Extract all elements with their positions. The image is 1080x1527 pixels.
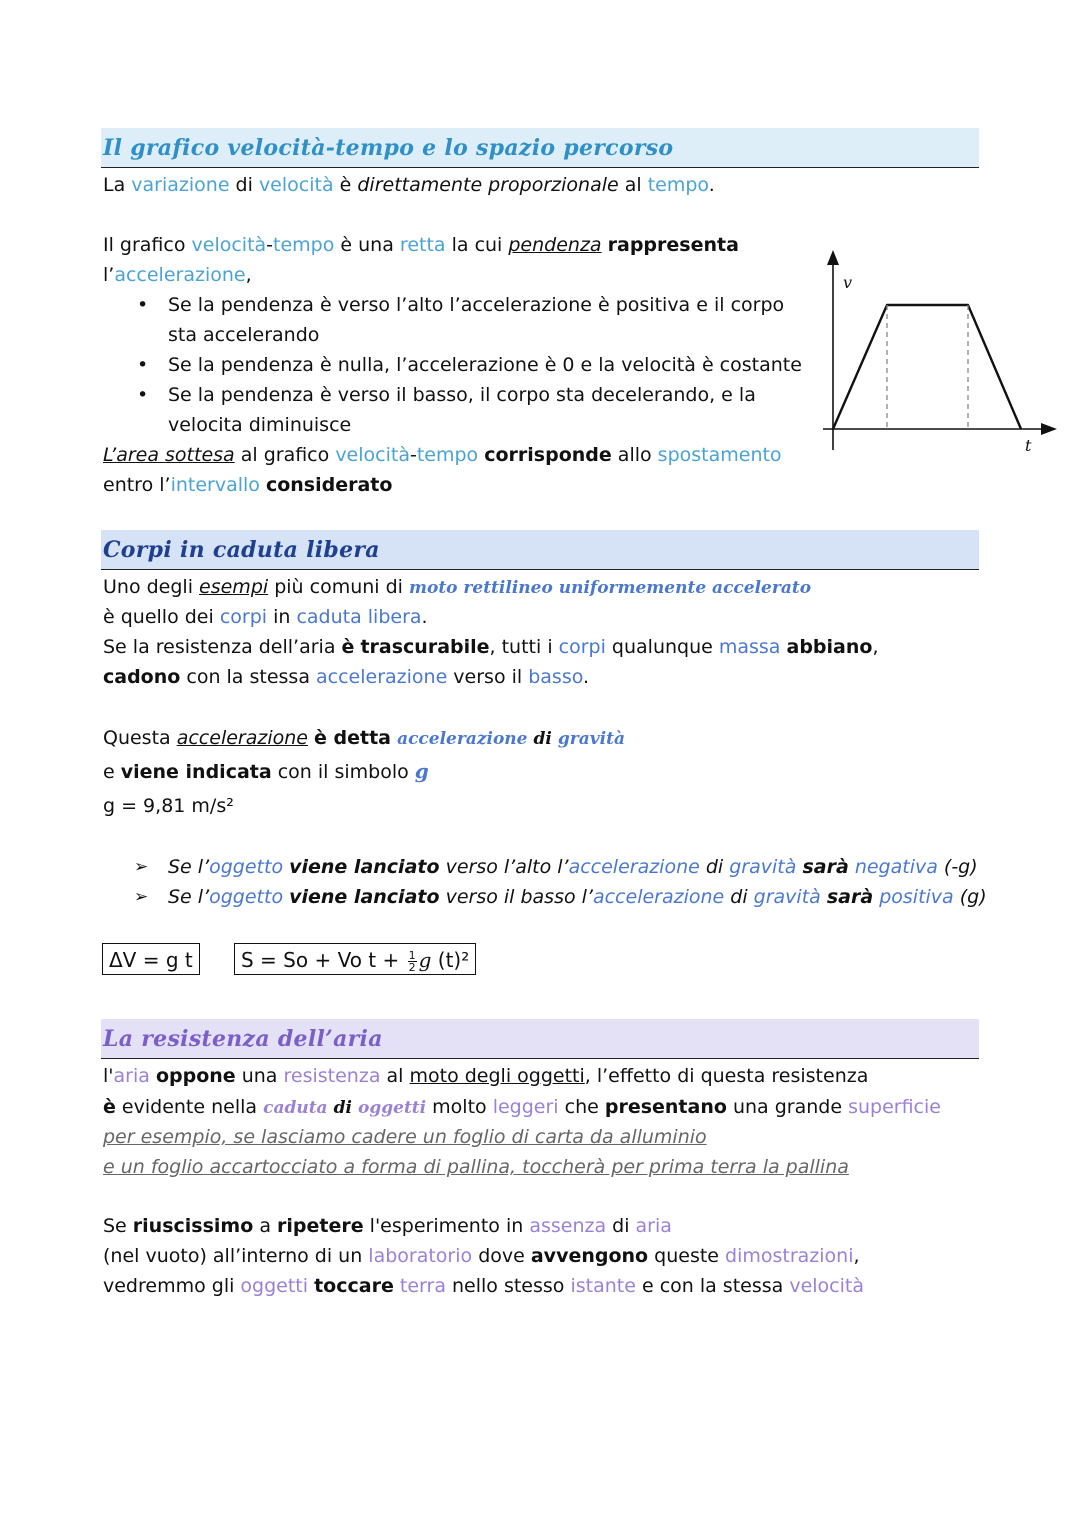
section-title: Il grafico velocità-tempo e lo spazio percorso <box>103 135 674 161</box>
paragraph-line: Uno degli esempi più comuni di moto rettilineo uniformemente accelerato <box>103 576 812 598</box>
gravity-value: g = 9,81 m/s² <box>103 795 234 817</box>
velocity-time-graph <box>805 245 1065 460</box>
list-item-continuation: velocita diminuisce <box>168 414 352 436</box>
paragraph-line: L’area sottesa al grafico velocità-tempo corrisponde allo spostamento <box>103 444 782 466</box>
formula-velocity-box: ΔV = g t <box>102 943 200 975</box>
y-axis-label: v <box>843 273 853 292</box>
paragraph-line: entro l’intervallo considerato <box>103 474 393 496</box>
list-item: Se la pendenza è verso l’alto l’accelerazione è positiva e il corpo <box>168 294 785 316</box>
gravity-symbol: g <box>414 759 429 783</box>
paragraph-line: Il grafico velocità-tempo è una retta la cui pendenza rappresenta <box>103 234 739 256</box>
example-note: e un foglio accartocciato a forma di pallina, toccherà per prima terra la pallina <box>103 1156 849 1178</box>
paragraph-line: vedremmo gli oggetti toccare terra nello stesso istante e con la stessa velocità <box>103 1275 864 1297</box>
bullet-icon: • <box>137 354 149 376</box>
arrow-bullet-icon: ➢ <box>134 887 149 907</box>
paragraph-line: (nel vuoto) all’interno di un laboratorio dove avvengono queste dimostrazioni, <box>103 1245 860 1267</box>
paragraph-line: l'aria oppone una resistenza al moto degli oggetti, l’effetto di questa resistenza <box>103 1065 869 1087</box>
velocity-curve <box>833 305 1021 429</box>
paragraph-line: e viene indicata con il simbolo g <box>103 759 429 783</box>
list-item: Se l’oggetto viene lanciato verso l’alto l’accelerazione di gravità sarà negativa (-g) <box>168 856 978 878</box>
list-item-continuation: sta accelerando <box>168 324 320 346</box>
section-header-air-resistance <box>101 1019 979 1059</box>
section-header-free-fall <box>101 530 979 570</box>
y-axis-arrow <box>827 250 839 265</box>
paragraph-line: La variazione di velocità è direttamente proporzionale al tempo. <box>103 174 715 196</box>
paragraph-line: Se la resistenza dell’aria è trascurabile, tutti i corpi qualunque massa abbiano, <box>103 636 879 658</box>
bullet-icon: • <box>137 384 149 406</box>
paragraph-line: è evidente nella caduta di oggetti molto leggeri che presentano una grande superficie <box>103 1096 941 1118</box>
list-item: Se la pendenza è verso il basso, il corpo sta decelerando, e la <box>168 384 756 406</box>
paragraph-line: Questa accelerazione è detta accelerazione di gravità <box>103 727 625 749</box>
x-axis-label: t <box>1025 436 1032 455</box>
section-header-velocity-time <box>101 128 979 168</box>
paragraph-line: cadono con la stessa accelerazione verso il basso. <box>103 666 590 688</box>
arrow-bullet-icon: ➢ <box>134 857 149 877</box>
bullet-icon: • <box>137 294 149 316</box>
formula-position-box: S = So + Vo t + $\frac{1}{2}$ g (t)² <box>234 943 476 975</box>
paragraph-line: è quello dei corpi in caduta libera. <box>103 606 428 628</box>
paragraph-line: l’accelerazione, <box>103 264 252 286</box>
example-note: per esempio, se lasciamo cadere un foglio di carta da alluminio <box>103 1126 707 1148</box>
list-item: Se l’oggetto viene lanciato verso il basso l’accelerazione di gravità sarà positiva (g) <box>168 886 987 908</box>
fraction-one-half: $\frac{1}{2}$ <box>408 949 416 974</box>
section-title: La resistenza dell’aria <box>103 1026 383 1052</box>
list-item: Se la pendenza è nulla, l’accelerazione è 0 e la velocità è costante <box>168 354 802 376</box>
paragraph-line: Se riuscissimo a ripetere l'esperimento in assenza di aria <box>103 1215 672 1237</box>
section-title: Corpi in caduta libera <box>103 537 380 563</box>
x-axis-arrow <box>1041 423 1057 435</box>
